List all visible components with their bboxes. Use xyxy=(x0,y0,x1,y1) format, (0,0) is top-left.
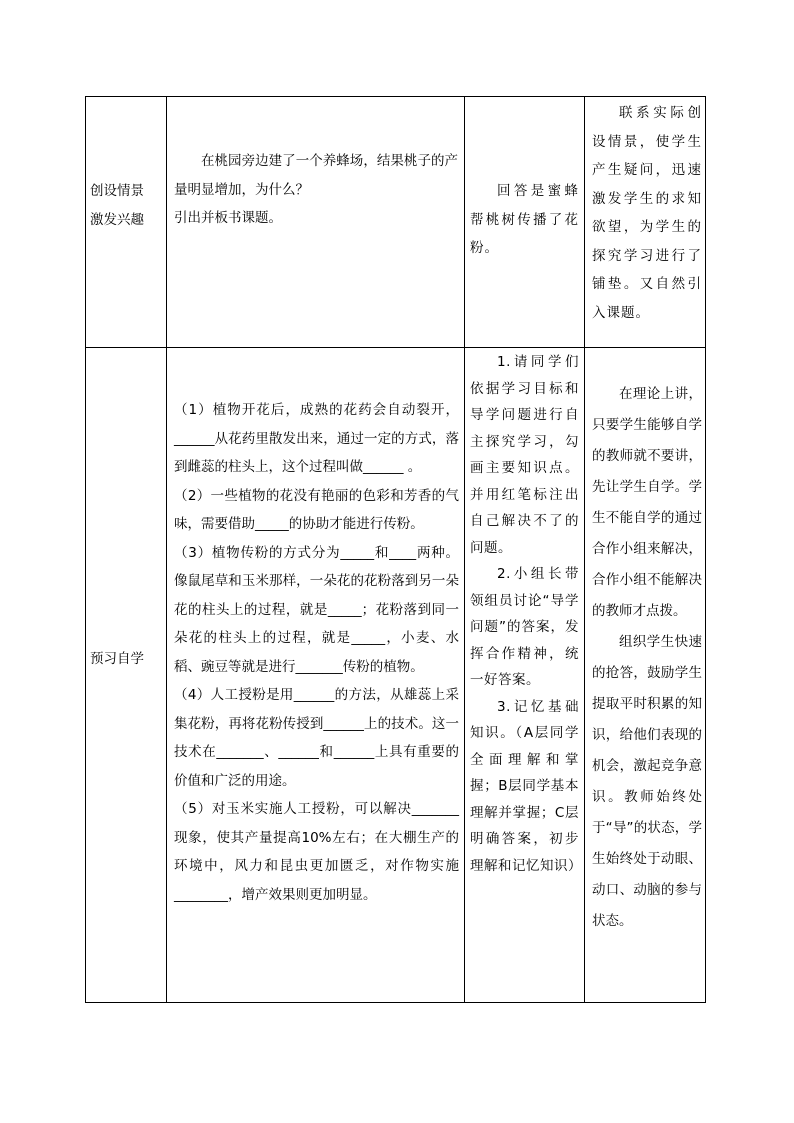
teacher-activity-row2 xyxy=(174,396,459,909)
student-step-2: 2.小组长带领组员讨论“导学问题”的答案，发挥合作精神，统一好答案。 xyxy=(470,566,579,688)
design-intent-text-row1: 联系实际创设情景，使学生产生疑问，迅速激发学生的求知欲望，为学生的探究学习进行了铺垫。又自然引入课题。 xyxy=(592,105,702,321)
row-divider xyxy=(86,347,705,348)
design-intent-row1 xyxy=(592,99,702,327)
column-divider-student xyxy=(584,97,585,1002)
stage-label-preview: 预习自学 xyxy=(90,651,144,667)
student-activity-row1 xyxy=(470,177,579,263)
teacher-activity-row1 xyxy=(174,147,458,233)
stage-label-line1: 创设情景 xyxy=(90,183,144,199)
student-answer-text: 回答是蜜蜂帮桃树传播了花粉。 xyxy=(470,183,579,256)
design-intent-text-p2: 组织学生快速的抢答，鼓励学生提取平时积累的知识，给他们表现的机会，激起竞争意识。教师始终处于“导”的状态，学生始终处于动眼、动口、动脑的参与状态。 xyxy=(592,634,702,929)
design-intent-row2 xyxy=(592,379,702,937)
student-activity-row2 xyxy=(470,349,582,879)
column-divider-stage xyxy=(166,97,167,1002)
teacher-intro-text: 引出并板书课题。 xyxy=(174,210,282,226)
student-step-1: 1.请同学们依据学习目标和导学问题进行自主探究学习，勾画主要知识点。并用红笔标注出自己解决不了的问题。 xyxy=(470,354,579,556)
fill-blank-question-3: （3）植物传粉的方式分为_____和____两种。像鼠尾草和玉米那样，一朵花的花粉落到另一朵花的柱头上的过程，就是_____；花粉落到同一朵花的柱头上的过程，就是_____，小麦、水稻、豌豆等就是进行_______传粉的植物。 xyxy=(174,544,459,675)
fill-blank-question-5: （5）对玉米实施人工授粉，可以解决_______现象，使其产量提高10%左右；在大棚生产的环境中，风力和昆虫更加匮乏，对作物实施________，增产效果则更加明显。 xyxy=(174,801,459,903)
student-step-3: 3.记忆基础知识。（A层同学全面理解和掌握；B层同学基本理解并掌握；C层明确答案，初步理解和记忆知识） xyxy=(470,698,582,874)
lesson-plan-table xyxy=(85,96,706,1003)
column-divider-teacher xyxy=(464,97,465,1002)
teacher-question-text: 在桃园旁边建了一个养蜂场，结果桃子的产量明显增加，为什么？ xyxy=(174,153,458,198)
stage-label-line2: 激发兴趣 xyxy=(90,211,144,228)
design-intent-text-p1: 在理论上讲，只要学生能够自学的教师就不要讲，先让学生自学。学生不能自学的通过合作小组来解决，合作小组不能解决的教师才点拨。 xyxy=(592,386,702,619)
fill-blank-question-4: （4）人工授粉是用______的方法，从雄蕊上采集花粉，再将花粉传授到______上的技术。这一技术在_______、______和______上具有重要的价值和广泛的用途。 xyxy=(174,687,459,789)
fill-blank-question-2: （2）一些植物的花没有艳丽的色彩和芳香的气味，需要借助_____的协助才能进行传粉。 xyxy=(174,487,459,532)
stage-cell-row2 xyxy=(90,649,164,669)
fill-blank-question-1: （1）植物开花后，成熟的花药会自动裂开，______从花药里散发出来，通过一定的方式，落到雌蕊的柱头上，这个过程叫做______ 。 xyxy=(174,402,459,475)
stage-cell-row1 xyxy=(90,177,164,234)
